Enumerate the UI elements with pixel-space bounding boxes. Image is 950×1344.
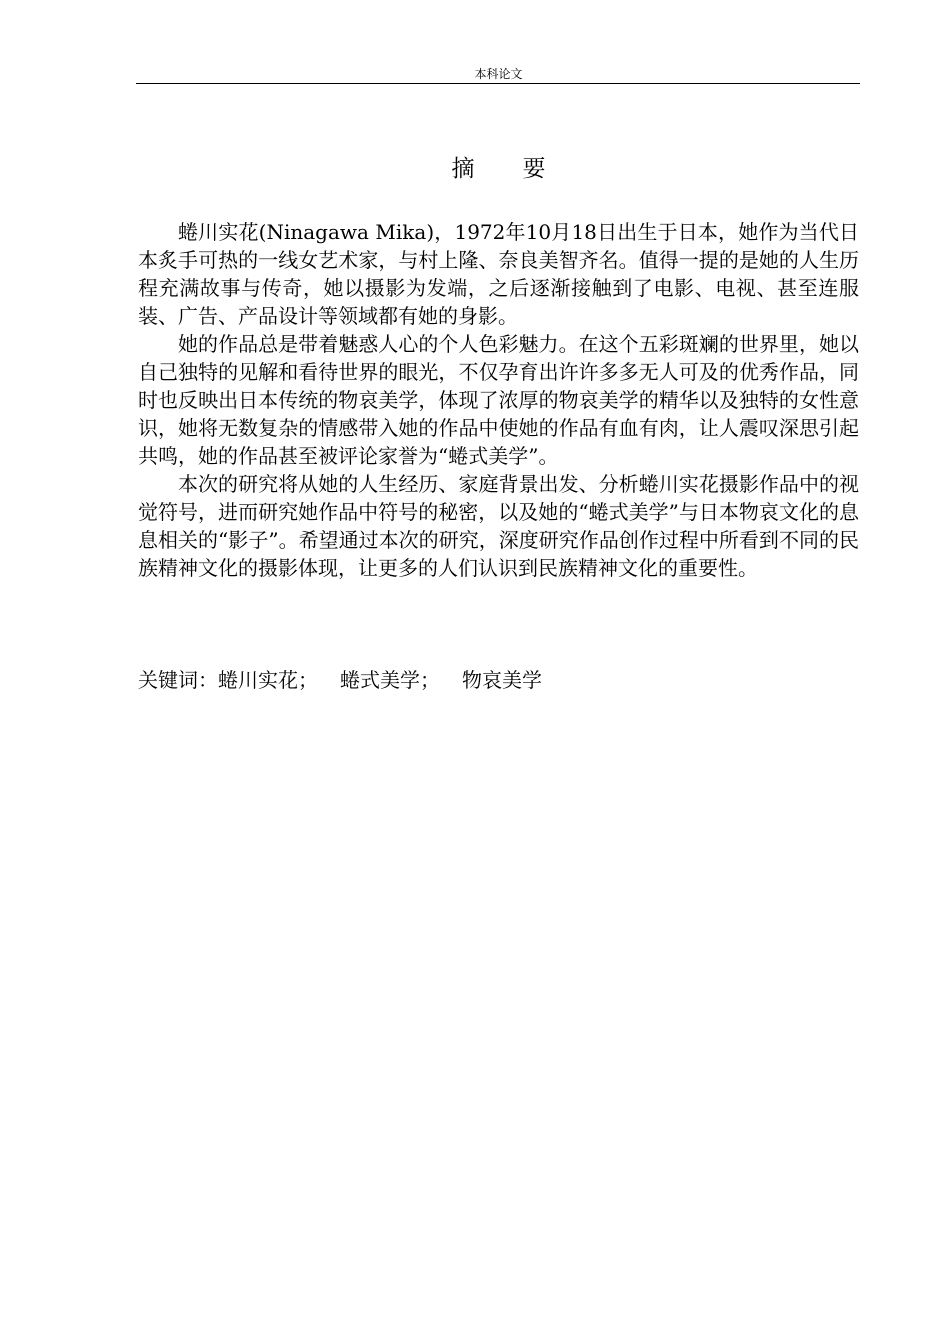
abstract-body	[138, 218, 859, 582]
header-divider	[136, 83, 860, 84]
abstract-paragraph-1: 蜷川实花(Ninagawa Mika)，1972年10月18日出生于日本，她作为当代日本炙手可热的一线女艺术家，与村上隆、奈良美智齐名。值得一提的是她的人生历程充满故事与传奇，她以摄影为发端，之后逐渐接触到了电影、电视、甚至连服装、广告、产品设计等领域都有她的身影。	[138, 220, 859, 328]
keyword-item: 蜷川实花；	[218, 668, 318, 692]
keywords-line	[138, 666, 859, 694]
abstract-paragraph-3: 本次的研究将从她的人生经历、家庭背景出发、分析蜷川实花摄影作品中的视觉符号，进而研究她作品中符号的秘密，以及她的“蜷式美学”与日本物哀文化的息息相关的“影子”。希望通过本次的研究，深度研究作品创作过程中所看到不同的民族精神文化的摄影体现，让更多的人们认识到民族精神文化的重要性。	[138, 472, 859, 580]
keywords-label: 关键词：	[138, 668, 218, 692]
abstract-title: 摘要	[451, 156, 594, 182]
abstract-paragraph-2: 她的作品总是带着魅惑人心的个人色彩魅力。在这个五彩斑斓的世界里，她以自己独特的见解和看待世界的眼光，不仅孕育出许许多多无人可及的优秀作品，同时也反映出日本传统的物哀美学，体现了浓厚的物哀美学的精华以及独特的女性意识，她将无数复杂的情感带入她的作品中使她的作品有血有肉，让人震叹深思引起共鸣，她的作品甚至被评论家誉为“蜷式美学”。	[138, 332, 859, 468]
keyword-item: 蜷式美学；	[340, 668, 440, 692]
page-header: 本科论文	[474, 67, 523, 81]
keyword-item: 物哀美学	[462, 668, 542, 692]
